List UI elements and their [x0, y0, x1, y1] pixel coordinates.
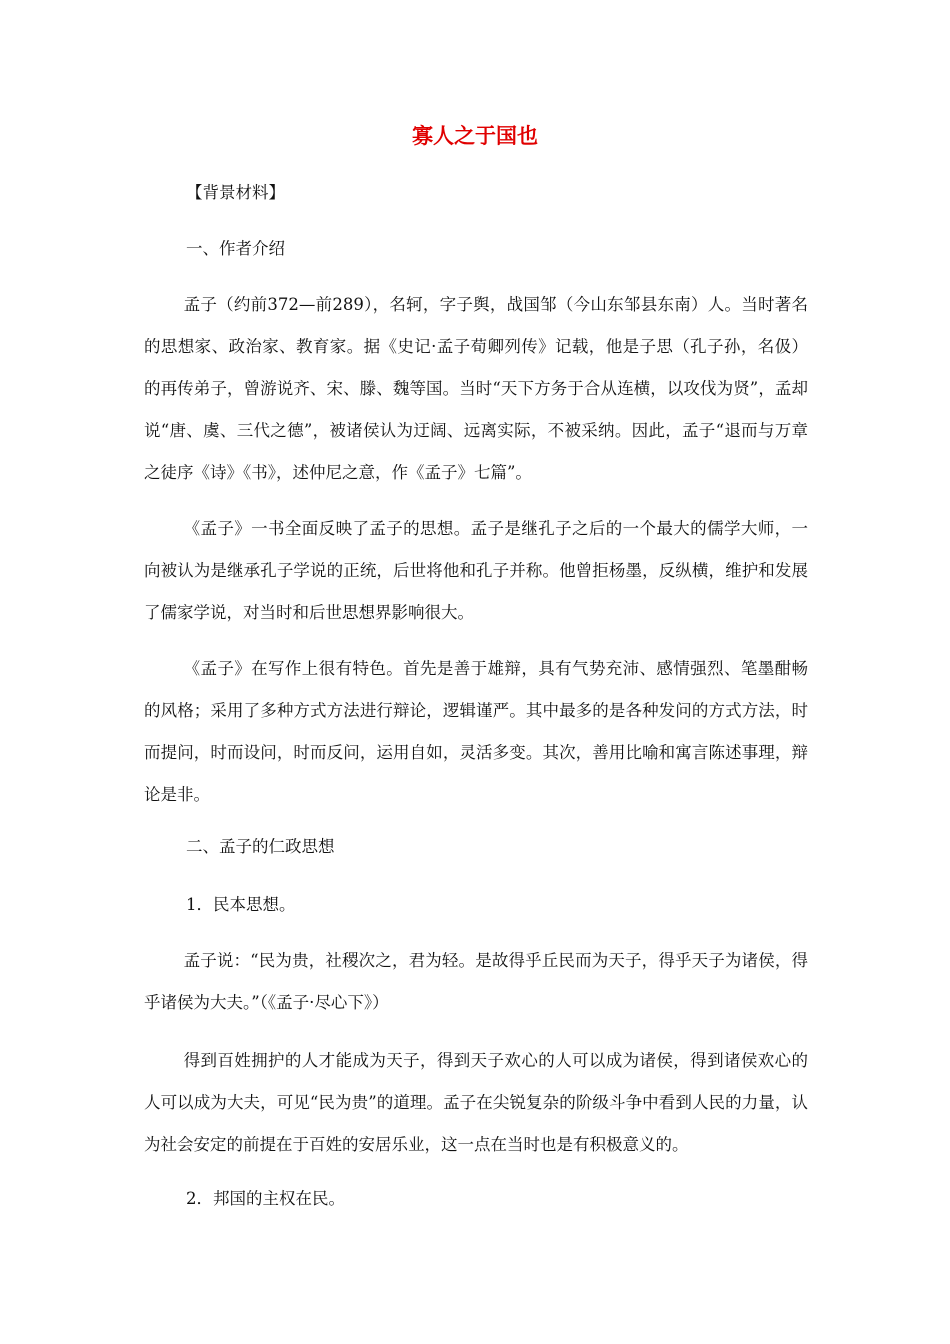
paragraph-writing-style: 《孟子》在写作上很有特色。首先是善于雄辩，具有气势充沛、感情强烈、笔墨酣畅的风格；采用了多种方式方法进行辩论，逻辑谨严。其中最多的是各种发问的方式方法，时而提问，时而设问，时而反问，运用自如，灵活多变。其次，善用比喻和寓言陈述事理，辩论是非。	[144, 659, 808, 804]
subheading-sovereignty: 2．邦国的主权在民。	[186, 1189, 345, 1208]
page-title: 寡人之于国也	[412, 123, 538, 148]
subheading-people-first: 1．民本思想。	[186, 895, 296, 914]
paragraph-people-importance: 得到百姓拥护的人才能成为天子，得到天子欢心的人可以成为诸侯，得到诸侯欢心的人可以成为大夫，可见“民为贵”的道理。孟子在尖锐复杂的阶级斗争中看到人民的力量，认为社会安定的前提在于百姓的安居乐业，这一点在当时也是有积极意义的。	[144, 1051, 808, 1154]
paragraph-mencius-quote: 孟子说：“民为贵，社稷次之，君为轻。是故得乎丘民而为天子，得乎天子为诸侯，得乎诸侯为大夫。”（《孟子·尽心下》）	[144, 951, 808, 1012]
paragraph-author-bio: 孟子（约前372—前289），名轲，字子舆，战国邹（今山东邹县东南）人。当时著名的思想家、政治家、教育家。据《史记·孟子荀卿列传》记载，他是子思（孔子孙，名伋）的再传弟子，曾游说齐、宋、滕、魏等国。当时“天下方务于合从连横，以攻伐为贤”，孟却说“唐、虞、三代之德”，被诸侯认为迂阔、远离实际，不被采纳。因此，孟子“退而与万章之徒序《诗》《书》，述仲尼之意，作《孟子》七篇”。	[144, 295, 808, 482]
section-tag: 【背景材料】	[186, 183, 285, 202]
heading-benevolent-governance: 二、孟子的仁政思想	[186, 837, 335, 856]
heading-author-intro: 一、作者介绍	[186, 239, 285, 258]
paragraph-mencius-book: 《孟子》一书全面反映了孟子的思想。孟子是继孔子之后的一个最大的儒学大师，一向被认为是继承孔子学说的正统，后世将他和孔子并称。他曾拒杨墨，反纵横，维护和发展了儒家学说，对当时和后世思想界影响很大。	[144, 519, 808, 622]
